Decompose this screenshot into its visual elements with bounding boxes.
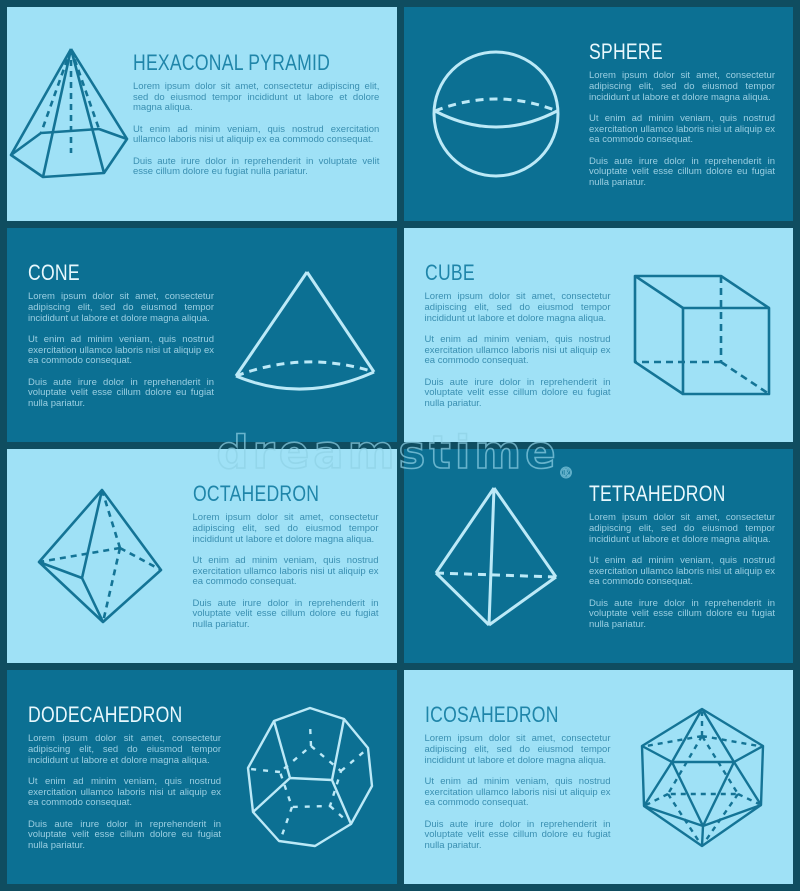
panel-title: TETRAHEDRON (589, 481, 726, 507)
panel-title: CUBE (424, 260, 475, 286)
panel-title: OCTAHEDRON (192, 481, 319, 507)
panel-title: DODECAHEDRON (28, 702, 183, 728)
panel-paragraph: Lorem ipsum dolor sit amet, consectetur adipiscing elit, sed do eiusmod tempor incididunt ut labore et dolore magna aliqua. (28, 733, 222, 766)
watermark-registered-icon: ® (558, 464, 574, 482)
panel-paragraph: Duis aute irure dolor in reprehenderit in voluptate velit esse cillum dolore eu fugiat nulla pariatur. (28, 376, 214, 410)
dodecahedron-icon (221, 670, 396, 884)
panel-paragraph: Duis aute irure dolor in reprehenderit in voluptate velit esse cillum dolore eu fugiat nulla pariatur. (133, 155, 380, 178)
panel-icosahedron (404, 670, 794, 884)
panel-paragraph: Lorem ipsum dolor sit amet, consectetur adipiscing elit, sed do eiusmod tempor incididunt ut labore et dolore magna aliqua. (133, 80, 380, 114)
panel-tetrahedron (404, 449, 794, 663)
panel-paragraph: Lorem ipsum dolor sit amet, consectetur adipiscing elit, sed do eiusmod tempor incididunt ut labore et dolore magna aliqua. (589, 512, 775, 545)
panel-title: CONE (28, 260, 80, 286)
cube-icon (611, 228, 794, 442)
panel-text (404, 670, 611, 884)
panel-text (193, 449, 397, 663)
panel-octahedron (7, 449, 397, 663)
panel-hexagonal-pyramid (7, 7, 397, 221)
panel-paragraph: Lorem ipsum dolor sit amet, consectetur adipiscing elit, sed do eiusmod tempor incididunt ut labore et dolore magna aliqua. (424, 733, 611, 766)
watermark-text: dreamstime (216, 426, 560, 479)
panel-title: HEXACONAL PYRAMID (133, 49, 331, 75)
panel-paragraph: Lorem ipsum dolor sit amet, consectetur adipiscing elit, sed do eiusmod tempor incididunt ut labore et dolore magna aliqua. (28, 291, 214, 324)
octahedron-icon (7, 449, 193, 663)
panel-paragraph: Ut enim ad minim veniam, quis nostrud exercitation ullamco laboris nisi ut aliquip ex ea commodo consequat. (589, 113, 775, 146)
hexagonal-pyramid-icon (7, 7, 133, 221)
panel-paragraph: Duis aute irure dolor in reprehenderit in voluptate velit esse cillum dolore eu fugiat nulla pariatur. (424, 376, 611, 410)
panel-paragraph: Lorem ipsum dolor sit amet, consectetur adipiscing elit, sed do eiusmod tempor incididunt ut labore et dolore magna aliqua. (589, 70, 775, 103)
sphere-icon (404, 7, 590, 221)
panel-paragraph: Duis aute irure dolor in reprehenderit in voluptate velit esse cillum dolore eu fugiat nulla pariatur. (192, 597, 379, 631)
panel-text (7, 228, 214, 442)
panel-title: SPHERE (589, 39, 663, 65)
icosahedron-icon (611, 670, 794, 884)
panel-cube (404, 228, 794, 442)
panel-paragraph: Duis aute irure dolor in reprehenderit in voluptate velit esse cillum dolore eu fugiat nulla pariatur. (28, 818, 222, 852)
panel-text (589, 7, 793, 221)
panel-paragraph: Duis aute irure dolor in reprehenderit in voluptate velit esse cillum dolore eu fugiat nulla pariatur. (424, 818, 611, 852)
panel-paragraph: Ut enim ad minim veniam, quis nostrud exercitation ullamco laboris nisi ut aliquip ex ea commodo consequat. (28, 776, 222, 809)
tetrahedron-icon (404, 449, 590, 663)
panel-paragraph: Ut enim ad minim veniam, quis nostrud exercitation ullamco laboris nisi ut aliquip ex ea commodo consequat. (424, 776, 611, 809)
panel-title: ICOSAHEDRON (424, 702, 559, 728)
panel-sphere (404, 7, 794, 221)
panel-text (404, 228, 611, 442)
panel-dodecahedron (7, 670, 397, 884)
panel-paragraph: Duis aute irure dolor in reprehenderit in voluptate velit esse cillum dolore eu fugiat nulla pariatur. (589, 155, 775, 189)
panel-paragraph: Ut enim ad minim veniam, quis nostrud exercitation ullamco laboris nisi ut aliquip ex ea commodo consequat. (133, 123, 380, 146)
panel-paragraph: Lorem ipsum dolor sit amet, consectetur adipiscing elit, sed do eiusmod tempor incididunt ut labore et dolore magna aliqua. (424, 291, 611, 324)
cone-icon (214, 228, 397, 442)
panel-text (133, 7, 397, 221)
panel-paragraph: Lorem ipsum dolor sit amet, consectetur adipiscing elit, sed do eiusmod tempor incididunt ut labore et dolore magna aliqua. (192, 512, 379, 545)
panel-text (7, 670, 221, 884)
panel-paragraph: Ut enim ad minim veniam, quis nostrud exercitation ullamco laboris nisi ut aliquip ex ea commodo consequat. (28, 334, 214, 367)
panel-cone (7, 228, 397, 442)
panel-paragraph: Ut enim ad minim veniam, quis nostrud exercitation ullamco laboris nisi ut aliquip ex ea commodo consequat. (192, 555, 379, 588)
panel-text (589, 449, 793, 663)
panel-paragraph: Ut enim ad minim veniam, quis nostrud exercitation ullamco laboris nisi ut aliquip ex ea commodo consequat. (424, 334, 611, 367)
panel-paragraph: Ut enim ad minim veniam, quis nostrud exercitation ullamco laboris nisi ut aliquip ex ea commodo consequat. (589, 555, 775, 588)
panel-paragraph: Duis aute irure dolor in reprehenderit in voluptate velit esse cillum dolore eu fugiat nulla pariatur. (589, 597, 775, 631)
